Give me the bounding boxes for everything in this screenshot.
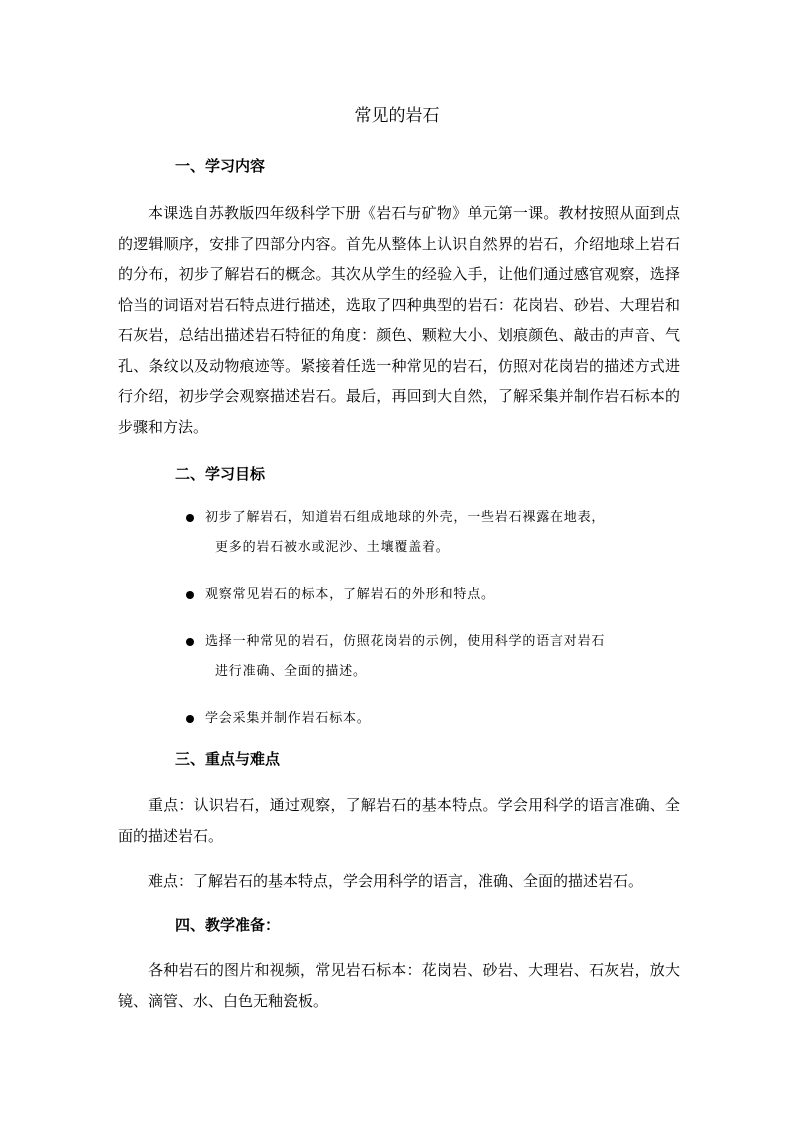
section-heading-keypoints: 三、重点与难点 bbox=[175, 750, 281, 768]
section-heading-goals: 二、学习目标 bbox=[175, 465, 266, 483]
bullet-dot-icon bbox=[186, 514, 194, 522]
goal-item bbox=[186, 627, 686, 687]
goal-item bbox=[186, 580, 686, 610]
goal-item-line1: 观察常见岩石的标本，了解岩石的外形和特点。 bbox=[205, 587, 495, 602]
goal-item-line1: 初步了解岩石，知道岩石组成地球的外壳，一些岩石裸露在地表， bbox=[205, 510, 606, 525]
difficulty-paragraph: 难点：了解岩石的基本特点，学会用科学的语言，准确、全面的描述岩石。 bbox=[148, 872, 644, 890]
goal-item-line1: 学会采集并制作岩石标本。 bbox=[205, 711, 371, 726]
goal-item-line1: 选择一种常见的岩石，仿照花岗岩的示例，使用科学的语言对岩石 bbox=[205, 634, 606, 649]
bullet-dot-icon bbox=[186, 715, 194, 723]
goal-item bbox=[186, 704, 686, 734]
goal-item bbox=[186, 503, 686, 563]
preparation-paragraph: 各种岩石的图片和视频，常见岩石标本：花岗岩、砂岩、大理岩、石灰岩，放大镜、滴管、水、白色无釉瓷板。 bbox=[118, 961, 680, 1010]
goal-item-line2: 进行准确、全面的描述。 bbox=[215, 664, 367, 679]
key-point-paragraph: 重点：认识岩石，通过观察，了解岩石的基本特点。学会用科学的语言准确、全面的描述岩石。 bbox=[118, 796, 680, 845]
goal-item-line2: 更多的岩石被水或泥沙、土壤覆盖着。 bbox=[215, 540, 450, 555]
bullet-dot-icon bbox=[186, 638, 194, 646]
goals-list bbox=[186, 503, 686, 734]
content-paragraph: 本课选自苏教版四年级科学下册《岩石与矿物》单元第一课。教材按照从面到点的逻辑顺序，安排了四部分内容。首先从整体上认识自然界的岩石，介绍地球上岩石的分布，初步了解岩石的概念。其次从学生的经验入手，让他们通过感官观察，选择恰当的词语对岩石特点进行描述，选取了四种典型的岩石：花岗岩、砂岩、大理岩和石灰岩，总结出描述岩石特征的角度：颜色、颗粒大小、划痕颜色、敲击的声音、气孔、条纹以及动物痕迹等。紧接着任选一种常见的岩石，仿照对花岗岩的描述方式进行介绍，初步学会观察描述岩石。最后，再回到大自然，了解采集并制作岩石标本的步骤和方法。 bbox=[118, 204, 680, 436]
document-title: 常见的岩石 bbox=[354, 106, 440, 126]
section-heading-preparation: 四、教学准备： bbox=[175, 916, 281, 934]
section-heading-content: 一、学习内容 bbox=[175, 157, 266, 175]
bullet-dot-icon bbox=[186, 591, 194, 599]
